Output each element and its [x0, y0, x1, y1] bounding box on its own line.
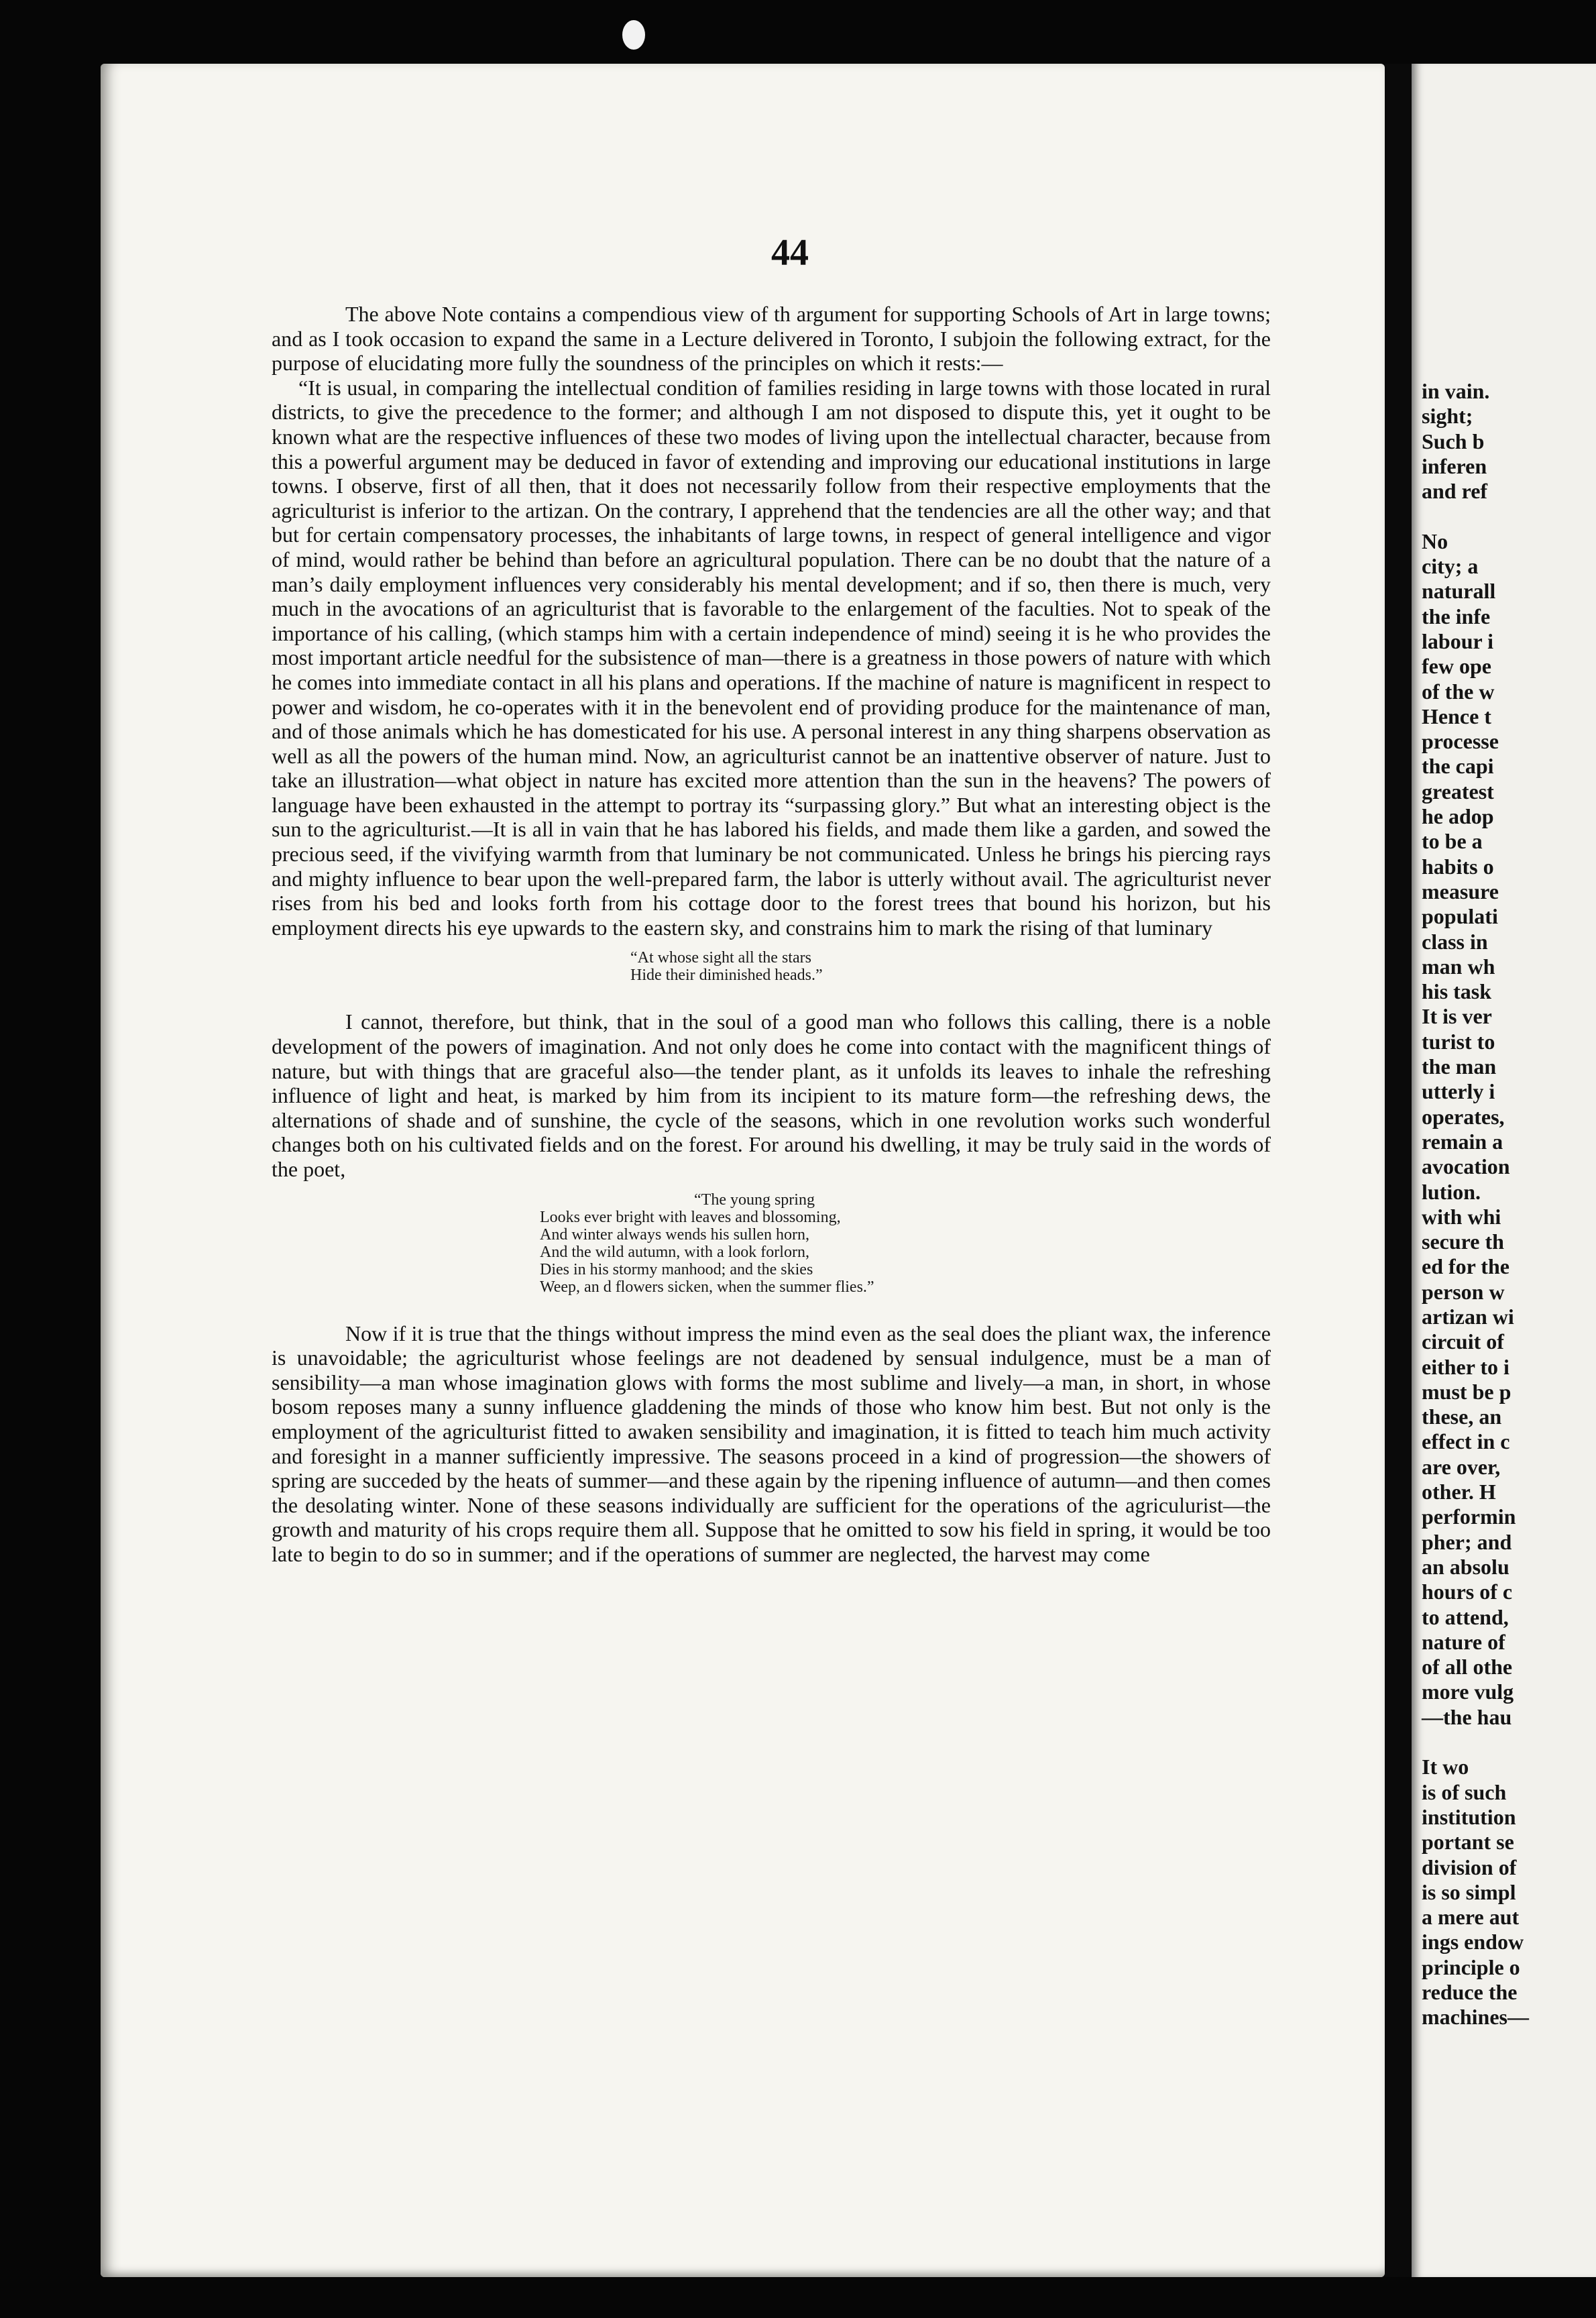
paragraph-sensibility: Now if it is true that the things without impress the mind even as the seal does the pliant wax, the inference is unavoidable; the agriculturist whose feelings are not deadened by sensual indulgence, must be a man of sensibility—a man whose imagination glows with forms the most sublime and lively—a man, in short, in whose bosom reposes many a sunny influence gladdening the minds of those who know him best. But not only is the employment of the agriculturist fitted to awaken sensibility and imagination, it is fitted to teach him much activity and foresight in a manner sufficiently impressive. The seasons proceed in a kind of progression—the showers of spring are succeded by the heats of summer—and these again by the ripening influence of autumn—and then comes the desolating winter. None of these seasons individually are sufficient for the operations of the agriculurist—the growth and maturity of his crops require them all. Suppose that he omitted to sow his field in spring, it would be too late to begin to do so in summer; and if the operations of summer are neglected, the harvest may come	[272, 1321, 1271, 1566]
paragraph-imagination: I cannot, therefore, but think, that in the soul of a good man who follows this calling, there is a noble development of the powers of imagination. And not only does he come into contact with the magnificent things of nature, but with things that are graceful also—the tender plant, as it unfolds its leaves to inhale the refreshing influence of light and heat, is marked by him from its incipient to its mature form—the refreshing dews, the alternations of shade and of sunshine, the cycle of the seasons, which in one revolution works such wonderful changes both on his cultivated fields and on the forest. For around his dwelling, it may be truly said in the words of the poet,	[272, 1009, 1271, 1181]
right-page-line: other. H	[1422, 1480, 1496, 1504]
right-page-line: —the hau	[1422, 1704, 1512, 1729]
right-page-line: No	[1422, 529, 1448, 553]
right-page-line: principle o	[1422, 1954, 1520, 1979]
right-page-line: institution	[1422, 1804, 1516, 1829]
right-page-line: these, an	[1422, 1404, 1502, 1429]
right-page-line: person w	[1422, 1279, 1505, 1304]
right-page-line: artizan wi	[1422, 1304, 1514, 1329]
right-page-line: the infe	[1422, 604, 1491, 628]
right-page-line: pher; and	[1422, 1529, 1512, 1554]
right-page-line: hours of c	[1422, 1580, 1513, 1604]
verse-line: And winter always wends his sullen horn,	[540, 1225, 809, 1244]
right-page-line: circuit of	[1422, 1329, 1504, 1354]
verse-line: Looks ever bright with leaves and blossoming,	[540, 1208, 841, 1226]
right-page-line: Hence t	[1422, 704, 1491, 728]
right-page-line: is of such	[1422, 1779, 1507, 1804]
right-page-line: in vain.	[1422, 379, 1490, 403]
right-page-line: labour i	[1422, 628, 1493, 653]
right-page-line: division of	[1422, 1855, 1517, 1879]
right-page-line: avocation	[1422, 1154, 1510, 1179]
right-page-line: habits o	[1422, 854, 1494, 879]
right-page-line	[1422, 504, 1596, 529]
right-page-line: performin	[1422, 1504, 1516, 1529]
right-page-line: sight;	[1422, 404, 1473, 429]
right-page-line: It is ver	[1422, 1004, 1492, 1029]
right-page-line: Such b	[1422, 429, 1485, 453]
right-page-line: processe	[1422, 729, 1499, 754]
right-page-line: remain a	[1422, 1129, 1503, 1154]
right-page-line: more vulg	[1422, 1679, 1514, 1704]
verse-line: “The young spring	[694, 1191, 815, 1209]
right-page-line: is so simpl	[1422, 1879, 1516, 1904]
verse-line: And the wild autumn, with a look forlorn,	[540, 1243, 809, 1261]
right-page-line: to attend,	[1422, 1604, 1509, 1629]
verse-quote-stars	[272, 949, 1271, 984]
right-page-line: portant se	[1422, 1830, 1514, 1855]
right-page-line: he adop	[1422, 804, 1494, 829]
binding-hole	[622, 20, 645, 50]
right-page-line	[1422, 1730, 1596, 1755]
verse-line: Weep, an d flowers sicken, when the summer flies.”	[540, 1278, 874, 1296]
right-page-line: ings endow	[1422, 1930, 1524, 1954]
right-page-line: to be a	[1422, 829, 1483, 854]
right-page-line: lution.	[1422, 1179, 1481, 1204]
right-page-line: naturall	[1422, 579, 1496, 604]
right-page-line: utterly i	[1422, 1079, 1495, 1104]
right-page-line: secure th	[1422, 1229, 1504, 1254]
paragraph-lecture-extract: “It is usual, in comparing the intellectual condition of families residing in large towns with those located in rural districts, to give the precedence to the former; and although I am not disposed to dispute this, yet it ought to be known what are the respective influences of these two modes of living upon the intellectual character, because from this a powerful argument may be deduced in favor of extending and improving our educational institutions in large towns. I observe, first of all then, that it does not necessarily follow from their respective employments that the agriculturist is inferior to the artizan. On the contrary, I apprehend that the tendencies are all the other way; and that but for certain compensatory processes, the inhabitants of large towns, in respect of general intelligence and vigor of mind, would rather be behind than before an agricultural population. There can be no doubt that the nature of a man’s daily employment influences very considerably his mental development; and if so, then there is much, very much in the avocations of an agriculturist that is favorable to the enlargement of the faculties. Not to speak of the importance of his calling, (which stamps him with a certain independence of mind) seeing it is he who provides the most important article needful for the subsistence of man—there is a greatness in those powers of nature with which he comes into immediate contact in all his plans and operations. If the machine of nature is magnificent in respect to power and wisdom, he co-operates with it in the benevolent end of providing produce for the maintenance of man, and of those animals which he has domesticated for his use. A personal interest in any thing sharpens observation as well as all the powers of the human mind. Now, an agriculturist cannot be an inattentive observer of nature. Just to take an illustration—what object in nature has excited more attention than the sun in the heavens? The powers of language have been exhausted in the attempt to portray its “surpassing glory.” But what an interesting object is the sun to the agriculturist.—It is all in vain that he has labored his fields, and made them like a garden, and sowed the precious seed, if the vivifying warmth from that luminary be not communicated. Unless he brings his piercing rays and mighty influence to bear upon the well-prepared farm, the labor is utterly without avail. The agriculturist never rises from his bed and looks forth from his cottage door to the forest trees that bound his horizon, but his employment directs his eye upwards to the eastern sky, and constrains him to mark the rising of that luminary	[272, 375, 1271, 940]
right-page-line: the capi	[1422, 754, 1494, 779]
right-page-line: measure	[1422, 879, 1499, 903]
right-page-line: inferen	[1422, 453, 1487, 478]
right-page-line: a mere aut	[1422, 1905, 1520, 1930]
right-page-line: of all othe	[1422, 1655, 1513, 1679]
page-number: 44	[771, 232, 809, 274]
right-page-line: an absolu	[1422, 1554, 1509, 1579]
right-page-line: and ref	[1422, 479, 1488, 504]
right-page-line: ed for the	[1422, 1254, 1509, 1279]
right-page-line: class in	[1422, 929, 1488, 954]
right-page-line: machines—	[1422, 2005, 1529, 2030]
right-page-line: reduce the	[1422, 1980, 1518, 2004]
right-page-line: operates,	[1422, 1104, 1505, 1129]
verse-line: Dies in his stormy manhood; and the skies	[540, 1260, 813, 1278]
right-page-line: city; a	[1422, 554, 1479, 579]
right-page-line: with whi	[1422, 1204, 1501, 1229]
right-page-line: are over,	[1422, 1454, 1501, 1479]
right-page-line: man wh	[1422, 954, 1495, 979]
right-page-text	[1422, 379, 1596, 2030]
right-page-line: greatest	[1422, 779, 1494, 804]
right-page-line: It wo	[1422, 1755, 1469, 1779]
verse-line: “At whose sight all the stars	[630, 949, 811, 967]
right-page-fragment	[1412, 64, 1596, 2277]
right-page-line: turist to	[1422, 1029, 1495, 1054]
main-text	[272, 302, 1271, 1567]
right-page-line: the man	[1422, 1054, 1497, 1079]
book-gutter	[1385, 64, 1412, 2277]
right-page-line: nature of	[1422, 1629, 1505, 1654]
verse-quote-seasons	[272, 1191, 1271, 1296]
right-page-line: his task	[1422, 979, 1492, 1004]
right-page-line: effect in c	[1422, 1429, 1510, 1454]
right-page-line: either to i	[1422, 1354, 1509, 1379]
right-page-line: of the w	[1422, 679, 1495, 704]
verse-line: Hide their diminished heads.”	[630, 967, 823, 985]
right-page-line: must be p	[1422, 1379, 1512, 1404]
right-page-line: populati	[1422, 904, 1498, 929]
paragraph-intro: The above Note contains a compendious view of th argument for supporting Schools of Art in large towns; and as I took occasion to expand the same in a Lecture delivered in Toronto, I subjoin the following extract, for the purpose of elucidating more fully the soundness of the principles on which it rests:—	[272, 302, 1271, 376]
right-page-line: few ope	[1422, 654, 1491, 679]
